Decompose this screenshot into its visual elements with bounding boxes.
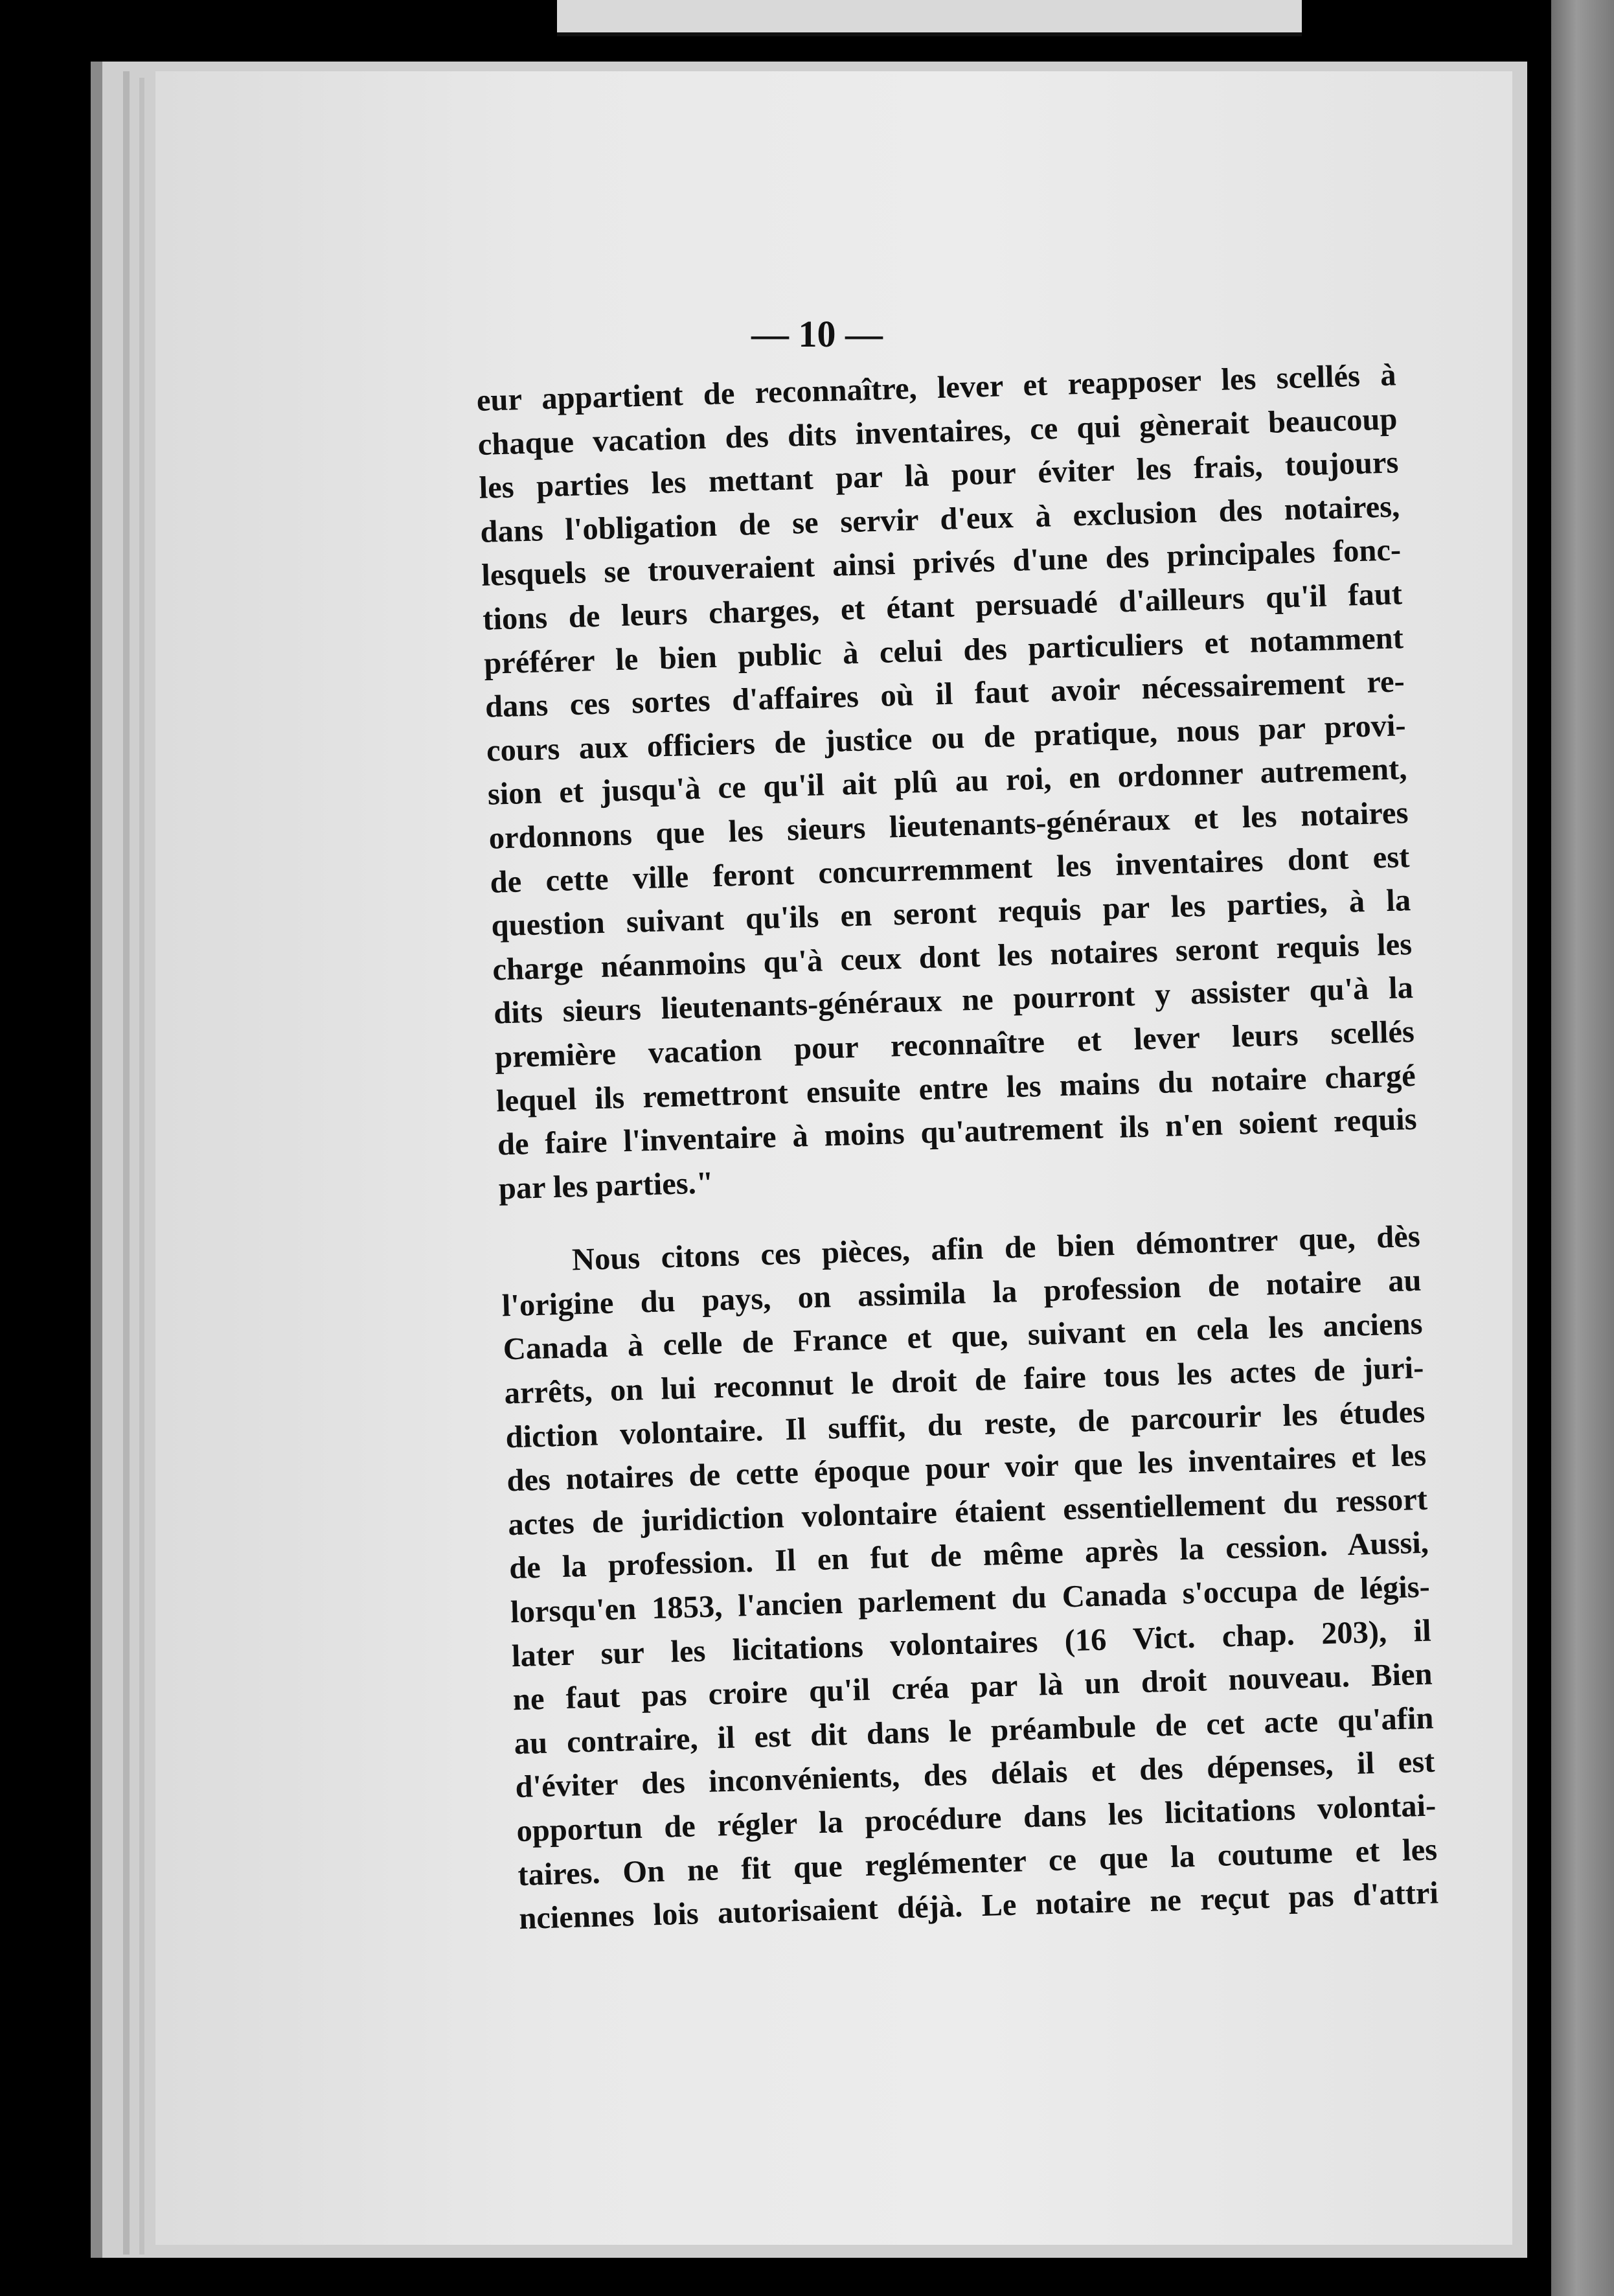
text-line: lesquels se trouveraient ainsi privés d'une des principales fonc- — [481, 533, 1402, 593]
text-line: chaque vacation des dits inventaires, ce qui gènerait beaucoup — [477, 401, 1398, 462]
text-line: later sur les licitations volontaires (16 Vict. chap. 203), il — [511, 1613, 1432, 1673]
text-line: cours aux officiers de justice ou de pratique, nous par provi- — [486, 707, 1407, 768]
text-line: d'éviter des inconvénients, des délais et des dépenses, il est — [514, 1744, 1435, 1805]
text-line: Canada à celle de France et que, suivant en cela les anciens — [503, 1307, 1424, 1367]
adjacent-page-edge — [1551, 0, 1614, 2296]
text-line: de cette ville feront concurremment les inventaires dont est — [489, 839, 1410, 900]
text-line: tions de leurs charges, et étant persuadé d'ailleurs qu'il faut — [482, 577, 1403, 637]
text-line: eur appartient de reconnaître, lever et reapposer les scellés à — [476, 358, 1397, 418]
text-line: arrêts, on lui reconnut le droit de faire tous les actes de juri- — [504, 1350, 1424, 1411]
text-line: dans l'obligation de se servir d'eux à exclusion des notaires, — [479, 489, 1400, 549]
text-line: lorsqu'en 1853, l'ancien parlement du Canada s'occupa de légis- — [510, 1569, 1431, 1630]
text-line: actes de juridiction volontaire étaient essentiellement du ressort — [507, 1482, 1428, 1543]
text-line: nciennes lois autorisaient déjà. Le notaire ne reçut pas d'attri — [518, 1876, 1439, 1936]
page-edge — [139, 78, 144, 2255]
text-line: des notaires de cette époque pour voir que les inventaires et les — [506, 1438, 1427, 1498]
text-line: les parties les mettant par là pour éviter les frais, toujours — [478, 445, 1399, 506]
text-line: dans ces sortes d'affaires où il faut avoir nécessairement re- — [484, 664, 1405, 724]
text-line: ordonnons que les sieurs lieutenants-généraux et les notaires — [488, 796, 1409, 856]
text-line: sion et jusqu'à ce qu'il ait plû au roi, en ordonner autrement, — [487, 752, 1408, 812]
text-line: opportun de régler la procédure dans les licitations volontai- — [516, 1788, 1437, 1849]
page-edge — [123, 71, 130, 2255]
text-line: première vacation pour reconnaître et lever leurs scellés — [494, 1014, 1415, 1075]
text-line: charge néanmoins qu'à ceux dont les notaires seront requis les — [492, 926, 1413, 987]
text-line: de faire l'inventaire à moins qu'autrement ils n'en soient requis — [497, 1101, 1418, 1162]
text-line: au contraire, il est dit dans le préambule de cet acte qu'afin — [514, 1701, 1435, 1761]
text-line: lequel ils remettront ensuite entre les mains du notaire chargé — [495, 1058, 1416, 1119]
text-line: l'origine du pays, on assimila la profession de notaire au — [501, 1263, 1422, 1324]
page-number: — 10 — — [751, 313, 883, 355]
text-line: question suivant qu'ils en seront requis par les parties, à la — [490, 883, 1411, 943]
text-line: Nous citons ces pièces, afin de bien démontrer que, dès — [571, 1219, 1421, 1278]
text-line: de la profession. Il en fut de même après la cession. Aussi, — [508, 1526, 1429, 1586]
text-line: par les parties." — [498, 1165, 714, 1206]
top-page-strip — [557, 0, 1302, 36]
text-line: préférer le bien public à celui des particuliers et notamment — [483, 620, 1404, 681]
body-text — [476, 353, 1439, 1940]
text-line: dits sieurs lieutenants-généraux ne pourront y assister qu'à la — [493, 970, 1414, 1031]
text-line: taires. On ne fit que reglémenter ce que la coutume et les — [517, 1832, 1438, 1892]
text-line: ne faut pas croire qu'il créa par là un droit nouveau. Bien — [512, 1657, 1433, 1717]
text-line: diction volontaire. Il suffit, du reste, de parcourir les études — [505, 1394, 1426, 1455]
